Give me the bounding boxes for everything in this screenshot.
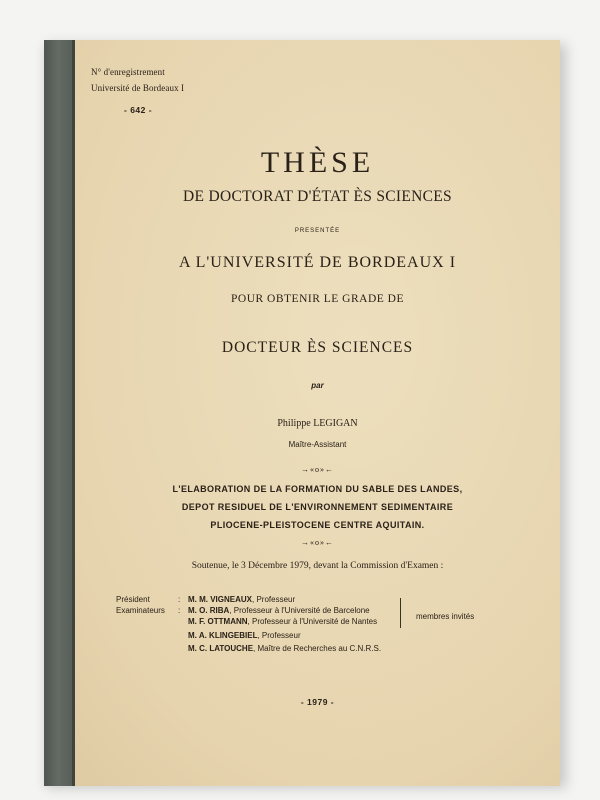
president-label: Président xyxy=(116,595,150,604)
degree-line: DE DOCTORAT D'ÉTAT ÈS SCIENCES xyxy=(183,188,452,205)
grade-line: DOCTEUR ÈS SCIENCES xyxy=(221,339,414,356)
jury-member-name: M. A. KLINGEBIEL xyxy=(188,631,258,640)
subject-line-3: PLIOCENE-PLEISTOCENE CENTRE AQUITAIN. xyxy=(210,520,425,530)
thesis-title: THÈSE xyxy=(260,146,375,179)
colon-2: : xyxy=(178,606,181,615)
jury-member xyxy=(188,643,381,654)
ornament-top: →«o»← xyxy=(301,465,334,474)
jury-member-title: , Professeur xyxy=(252,595,296,604)
jury-member-name: M. M. VIGNEAUX xyxy=(188,595,253,604)
invited-note: membres invités xyxy=(416,612,475,621)
year: - 1979 - xyxy=(300,697,335,707)
university-line: A L'UNIVERSITÉ DE BORDEAUX I xyxy=(178,254,457,271)
subject-line-1: L'ELABORATION DE LA FORMATION DU SABLE DES LANDES, xyxy=(172,484,463,494)
binding-spine xyxy=(44,40,75,786)
jury-member-title: , Professeur xyxy=(257,631,301,640)
presented-label: PRESENTÉE xyxy=(294,228,341,234)
jury-member-name: M. C. LATOUCHE xyxy=(188,644,254,653)
thesis-cover xyxy=(44,40,560,786)
jury-member-name: M. O. RIBA xyxy=(188,606,230,615)
jury-member-title: , Maître de Recherches au C.N.R.S. xyxy=(253,644,382,653)
author-name: Philippe LEGIGAN xyxy=(277,418,358,429)
jury-member-title: , Professeur à l'Université de Barcelone xyxy=(229,606,370,615)
jury-member xyxy=(188,630,301,641)
jury-member xyxy=(188,616,377,627)
jury-member-name: M. F. OTTMANN xyxy=(188,617,248,626)
registration-university: Université de Bordeaux I xyxy=(91,83,185,93)
jury-member xyxy=(188,605,370,616)
examiners-label: Examinateurs xyxy=(116,606,165,615)
ornament-bottom: →«o»← xyxy=(301,538,334,547)
subject-line-2: DEPOT RESIDUEL DE L'ENVIRONNEMENT SEDIMENTAIRE xyxy=(181,502,454,512)
par-label: par xyxy=(311,381,324,390)
colon-1: : xyxy=(178,595,181,604)
defense-statement: Soutenue, le 3 Décembre 1979, devant la Commission d'Examen : xyxy=(191,561,444,571)
purpose-line: POUR OBTENIR LE GRADE DE xyxy=(231,293,404,305)
invited-bracket xyxy=(400,598,401,628)
registration-number: - 642 - xyxy=(124,105,153,115)
registration-label: N° d'enregistrement xyxy=(91,67,165,77)
jury-member-title: , Professeur à l'Université de Nantes xyxy=(247,617,378,626)
author-rank: Maître-Assistant xyxy=(288,440,347,449)
jury-member xyxy=(188,594,295,605)
